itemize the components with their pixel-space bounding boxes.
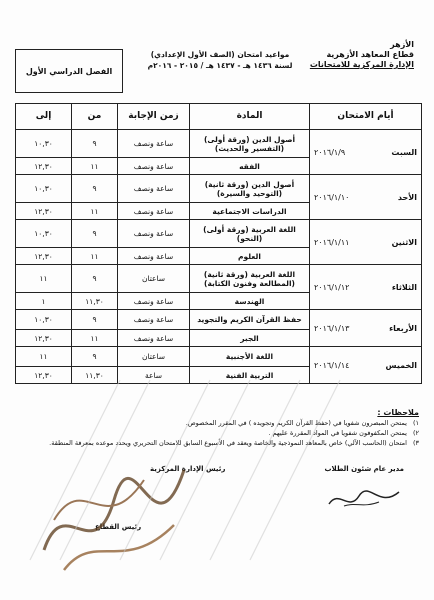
subject-cell: حفظ القرآن الكريم والتجويد xyxy=(190,310,310,330)
day-cell xyxy=(310,347,422,384)
day-date: ٢٠١٦/١/١٢ xyxy=(314,282,350,292)
day-cell xyxy=(310,265,422,310)
header-day: أيام الامتحان xyxy=(310,104,422,130)
from-cell: ٩ xyxy=(72,175,118,203)
subject-cell: العلوم xyxy=(190,248,310,265)
duration-cell: ساعة ونصف xyxy=(118,158,190,175)
organization-header xyxy=(294,40,414,70)
table-row xyxy=(16,310,422,330)
header-to: إلى xyxy=(16,104,72,130)
to-cell: ١٢,٣٠ xyxy=(16,330,72,347)
table-header-row xyxy=(16,104,422,130)
to-cell: ١٢,٣٠ xyxy=(16,203,72,220)
schedule-title xyxy=(140,49,300,71)
org-line: الإدارة المركزية للامتحانات xyxy=(309,60,414,69)
subject-cell: الدراسات الاجتماعية xyxy=(190,203,310,220)
title-line: لسنة ١٤٣٦ هـ - ١٤٣٧ هـ / ٢٠١٥ - ٢٠١٦م xyxy=(147,61,293,70)
table-row xyxy=(16,265,422,293)
duration-cell: ساعة xyxy=(118,367,190,384)
note-text: امتحان (الحاسب الآلي) خاص بالمعاهد النموذجية والخاصة ويعقد في الأسبوع السابق للامتحان التحريري ويحدد موعده بمعرفة المنطقة. xyxy=(49,439,407,447)
from-cell: ٩ xyxy=(72,265,118,293)
subject-cell: الجبر xyxy=(190,330,310,347)
day-date: ٢٠١٦/١/١٤ xyxy=(314,360,350,370)
notes-title: ملاحظات : xyxy=(377,408,419,417)
stamp-signature-icon xyxy=(34,430,194,580)
to-cell: ١٠,٣٠ xyxy=(16,310,72,330)
to-cell: ١١ xyxy=(16,265,72,293)
duration-cell: ساعة ونصف xyxy=(118,175,190,203)
from-cell: ٩ xyxy=(72,130,118,158)
table-row xyxy=(16,130,422,158)
day-date: ٢٠١٦/١/١٣ xyxy=(314,323,350,333)
subject-cell: الهندسة xyxy=(190,293,310,310)
day-date: ٢٠١٦/١/١٠ xyxy=(314,192,350,202)
duration-cell: ساعة ونصف xyxy=(118,293,190,310)
duration-cell: ساعة ونصف xyxy=(118,310,190,330)
day-date: ٢٠١٦/١/٩ xyxy=(314,147,346,157)
subject-cell: أصول الدين (ورقة ثانية) (التوحيد والسيرة) xyxy=(190,175,310,203)
note-number: ٢) xyxy=(412,429,419,437)
duration-cell: ساعة ونصف xyxy=(118,330,190,347)
to-cell: ١٠,٣٠ xyxy=(16,175,72,203)
header-duration: زمن الإجابة xyxy=(118,104,190,130)
header-subject: المادة xyxy=(190,104,310,130)
duration-cell: ساعة ونصف xyxy=(118,130,190,158)
day-name: الأحد xyxy=(397,192,417,202)
duration-cell: ساعتان xyxy=(118,347,190,367)
table-row xyxy=(16,347,422,367)
note-number: ٣) xyxy=(412,439,419,447)
from-cell: ٩ xyxy=(72,347,118,367)
day-name: الأربعاء xyxy=(389,323,417,333)
day-name: الثلاثاء xyxy=(391,282,417,292)
duration-cell: ساعتان xyxy=(118,265,190,293)
day-name: الخميس xyxy=(385,360,417,370)
to-cell: ١٢,٣٠ xyxy=(16,158,72,175)
from-cell: ١١,٣٠ xyxy=(72,367,118,384)
note-number: ١) xyxy=(412,419,419,427)
subject-cell: أصول الدين (ورقة أولى) (التفسير والحديث) xyxy=(190,130,310,158)
to-cell: ١٢,٣٠ xyxy=(16,248,72,265)
title-line: مواعيد امتحان (الصف الأول الإعدادي) xyxy=(150,50,290,59)
note-item xyxy=(15,418,419,428)
from-cell: ١١ xyxy=(72,203,118,220)
note-text: يمتحن المبصرون شفويا في (حفظ القرآن الكريم وتجويده ) في المقرر المخصوص. xyxy=(185,419,407,427)
schedule-table xyxy=(15,103,422,384)
from-cell: ٩ xyxy=(72,310,118,330)
to-cell: ١٠,٣٠ xyxy=(16,130,72,158)
signature-students-affairs: مدير عام شئون الطلاب xyxy=(324,465,404,473)
table-row xyxy=(16,175,422,203)
to-cell: ١١ xyxy=(16,347,72,367)
subject-cell: الفقه xyxy=(190,158,310,175)
day-cell xyxy=(310,220,422,265)
org-line: الأزهر xyxy=(390,40,414,49)
from-cell: ٩ xyxy=(72,220,118,248)
from-cell: ١١ xyxy=(72,158,118,175)
signature-central-admin: رئيس الإدارة المركزية xyxy=(150,465,226,473)
org-line: قطاع المعاهد الأزهرية xyxy=(326,50,414,59)
day-cell xyxy=(310,310,422,347)
subject-cell: اللغة العربية (ورقة أولى) (النحو) xyxy=(190,220,310,248)
day-name: الاثنين xyxy=(391,237,417,247)
subject-cell: التربية الفنية xyxy=(190,367,310,384)
term-label: الفصل الدراسي الأول xyxy=(25,66,113,76)
day-cell xyxy=(310,130,422,175)
to-cell: ١ xyxy=(16,293,72,310)
signature-sector-head: رئيس القطاع xyxy=(95,523,142,531)
to-cell: ١٠,٣٠ xyxy=(16,220,72,248)
day-cell xyxy=(310,175,422,220)
duration-cell: ساعة ونصف xyxy=(118,203,190,220)
to-cell: ١٢,٣٠ xyxy=(16,367,72,384)
subject-cell: اللغة الأجنبية xyxy=(190,347,310,367)
day-name: السبت xyxy=(391,147,417,157)
header-from: من xyxy=(72,104,118,130)
handwritten-signature-icon xyxy=(324,484,404,514)
from-cell: ١١,٣٠ xyxy=(72,293,118,310)
from-cell: ١١ xyxy=(72,248,118,265)
term-box xyxy=(15,49,123,93)
note-text: يمتحن المكفوفون شفويا في المواد المقررة عليهم . xyxy=(268,429,407,437)
duration-cell: ساعة ونصف xyxy=(118,248,190,265)
table-row xyxy=(16,220,422,248)
day-date: ٢٠١٦/١/١١ xyxy=(314,237,350,247)
duration-cell: ساعة ونصف xyxy=(118,220,190,248)
subject-cell: اللغة العربية (ورقة ثانية) (المطالعة وفنون الكتابة) xyxy=(190,265,310,293)
from-cell: ١١ xyxy=(72,330,118,347)
